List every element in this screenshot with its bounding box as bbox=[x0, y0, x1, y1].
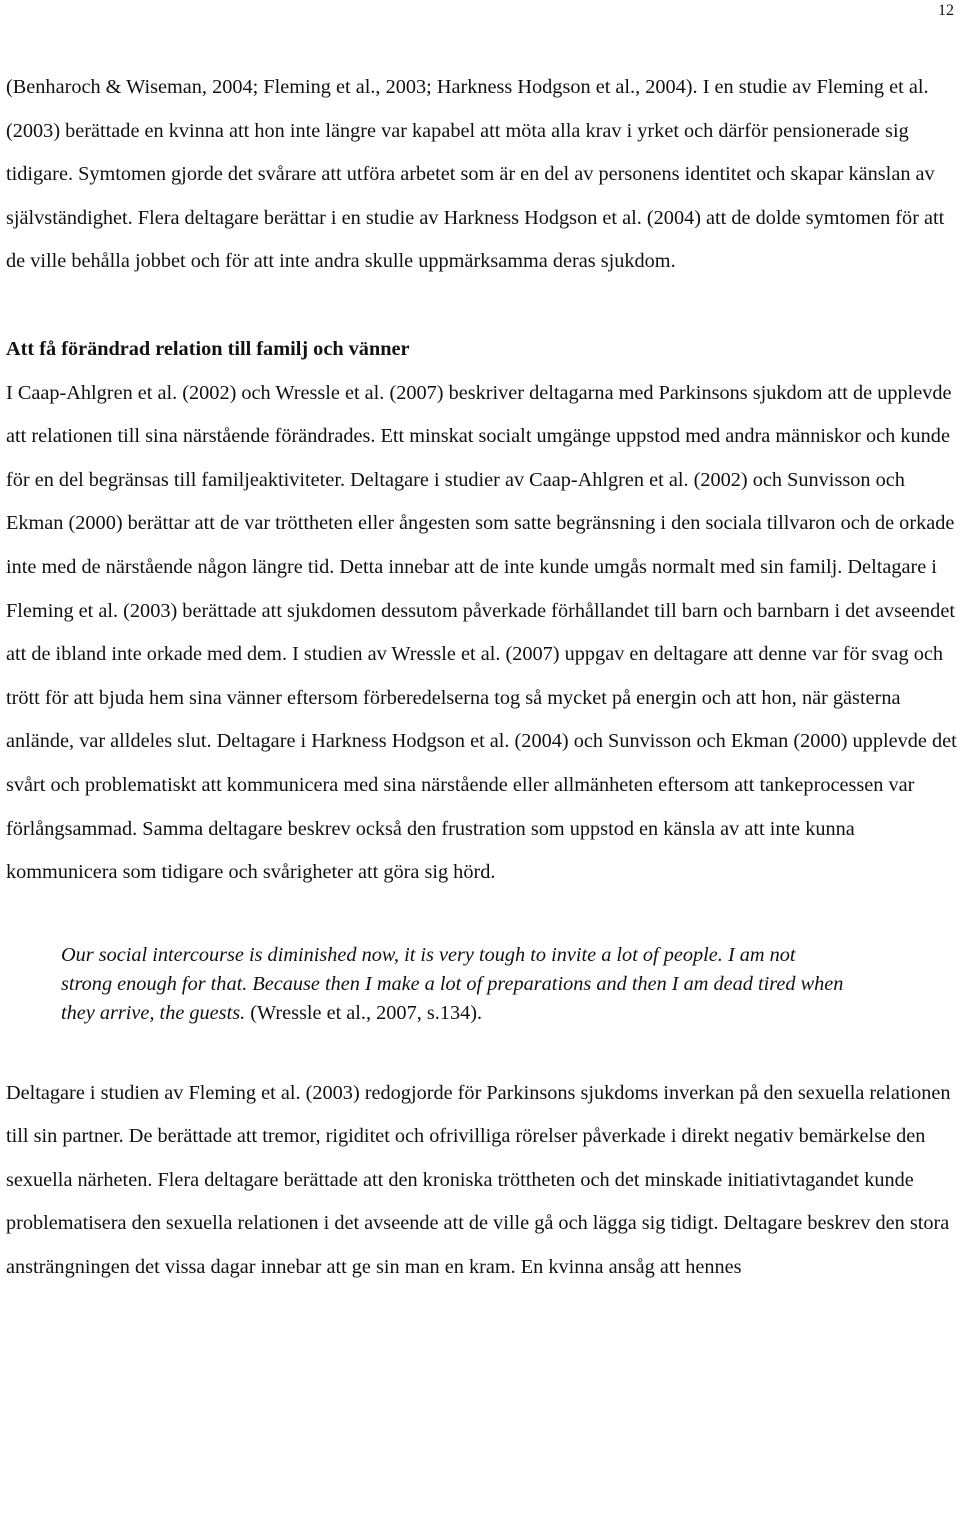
document-body bbox=[6, 66, 958, 1290]
page-number: 12 bbox=[938, 2, 954, 19]
section-heading: Att få förändrad relation till familj och vänner bbox=[6, 337, 410, 360]
quote-citation: (Wressle et al., 2007, s.134). bbox=[245, 1001, 483, 1024]
paragraph-relations: I Caap-Ahlgren et al. (2002) och Wressle et al. (2007) beskriver deltagarna med Parkinsons sjukdom att de upplevde att relationen till sina närstående förändrades. Ett minskat socialt umgänge uppstod med andra människor och kunde för en del begränsas till familjeaktiviteter. Deltagare i studier av Caap-Ahlgren et al. (2002) och Sunvisson och Ekman (2000) berättar att de var tröttheten eller ångesten som satte begränsning i den sociala tillvaron och de orkade inte med de närstående någon längre tid. Detta innebar att de inte kunde umgås normalt med sin familj. Deltagare i Fleming et al. (2003) berättade att sjukdomen dessutom påverkade förhållandet till barn och barnbarn i det avseendet att de ibland inte orkade med dem. I studien av Wressle et al. (2007) uppgav en deltagare att denne var för svag och trött för att bjuda hem sina vänner eftersom förberedelserna tog så mycket på energin och att hon, när gästerna anlände, var alldeles slut. Deltagare i Harkness Hodgson et al. (2004) och Sunvisson och Ekman (2000) upplevde det svårt och problematiskt att kommunicera med sina närstående eller allmänheten eftersom att tankeprocessen var förlångsammad. Samma deltagare beskrev också den frustration som uppstod en känsla av att inte kunna kommunicera som tidigare och svårigheter att göra sig hörd. bbox=[6, 381, 957, 884]
quote-text: Our social intercourse is diminished now, it is very tough to invite a lot of people. I am not strong enough for that. Because then I make a lot of preparations and then I am dead tired when they arrive, the guests. bbox=[61, 943, 844, 1024]
paragraph-work-impact: (Benharoch & Wiseman, 2004; Fleming et al., 2003; Harkness Hodgson et al., 2004). I en studie av Fleming et al. (2003) berättade en kvinna att hon inte längre var kapabel att möta alla krav i yrket och därför pensionerade sig tidigare. Symtomen gjorde det svårare att utföra arbetet som är en del av personens identitet och skapar känslan av självständighet. Flera deltagare berättar i en studie av Harkness Hodgson et al. (2004) att de dolde symtomen för att de ville behålla jobbet och för att inte andra skulle uppmärksamma deras sjukdom. bbox=[6, 76, 945, 273]
paragraph-sexual-relation: Deltagare i studien av Fleming et al. (2003) redogjorde för Parkinsons sjukdoms inverkan på den sexuella relationen till sin partner. De berättade att tremor, rigiditet och ofrivilliga rörelser påverkade i direkt negativ bemärkelse den sexuella närheten. Flera deltagare berättade att den kroniska tröttheten och det minskade initiativtagandet kunde problematisera den sexuella relationen i det avseende att de ville gå och lägga sig tidigt. Deltagare beskrev den stora ansträngningen det vissa dagar innebar att ge sin man en kram. En kvinna ansåg att hennes bbox=[6, 1081, 951, 1279]
block-quote bbox=[61, 941, 851, 1028]
